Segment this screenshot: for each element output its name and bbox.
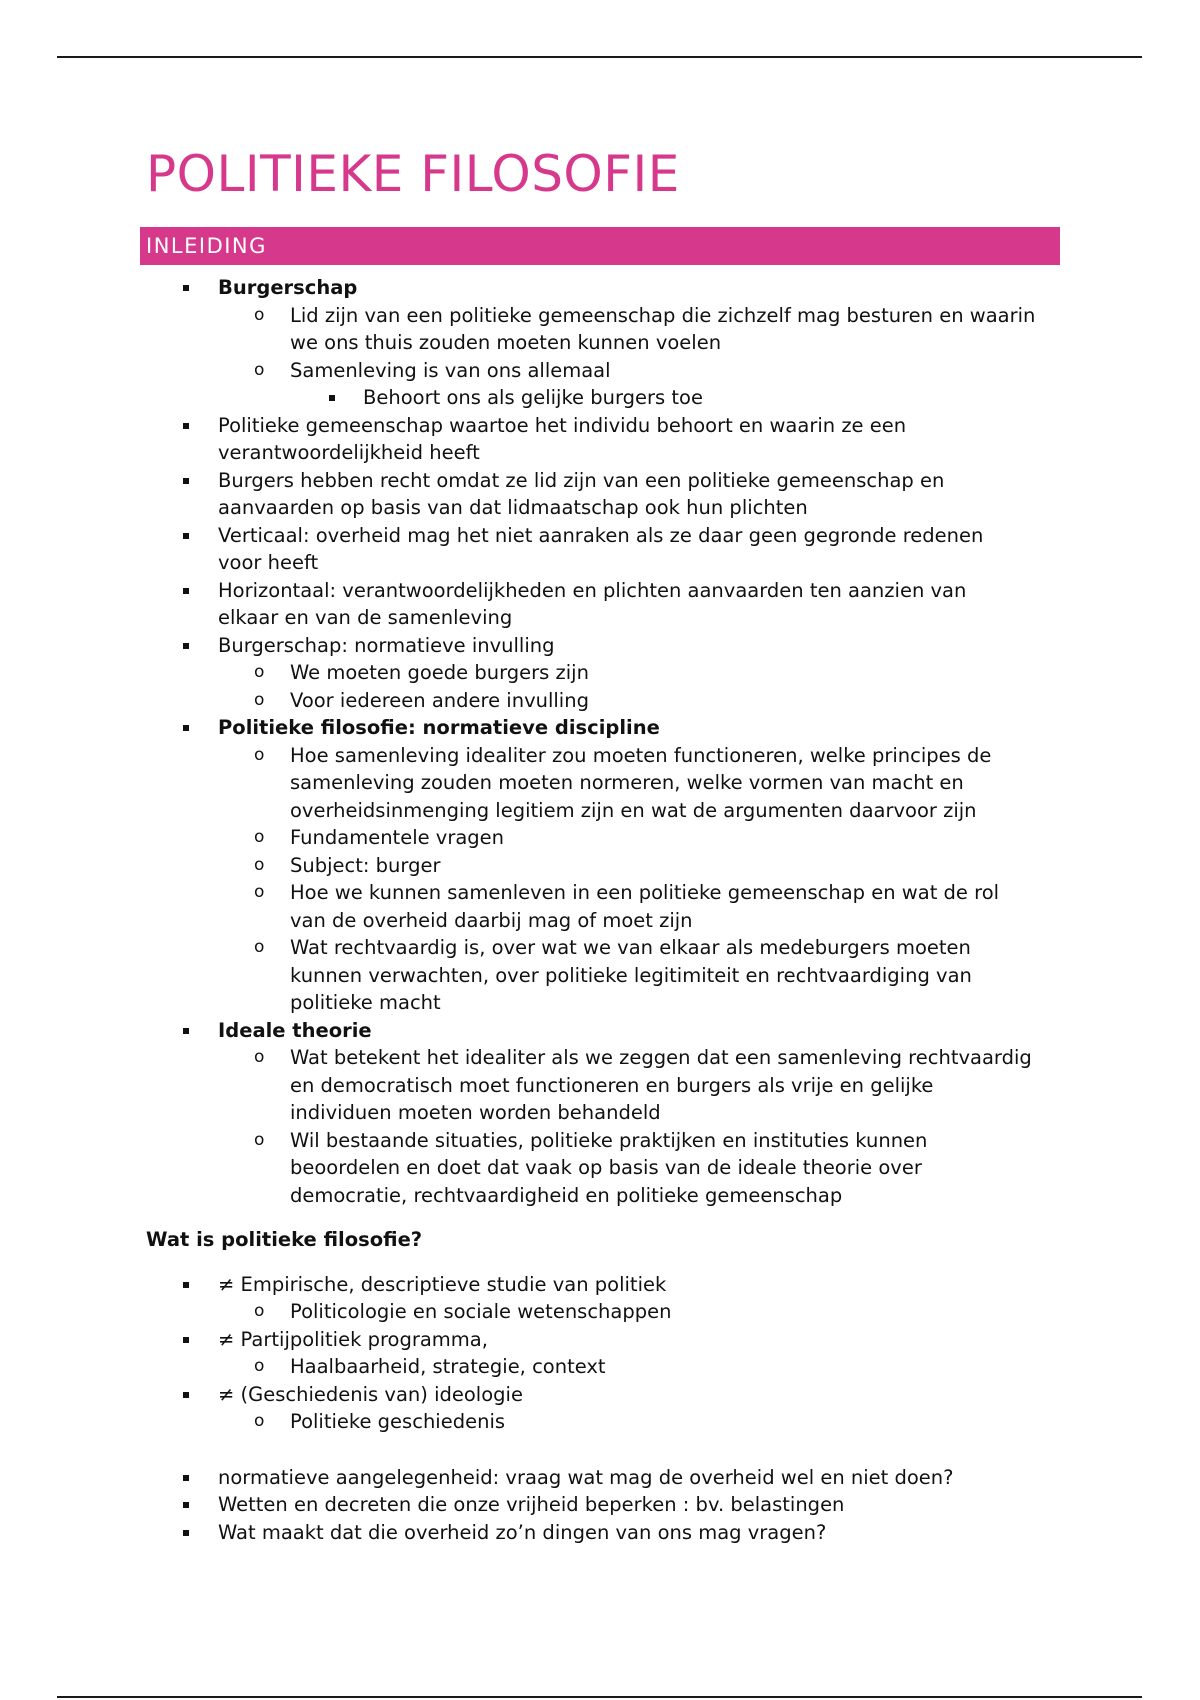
section-title: INLEIDING (146, 234, 267, 258)
list-item: o Hoe we kunnen samenleven in een politieke gemeenschap en wat de rol van de overheid daarbij mag of moet zijn (254, 881, 1000, 932)
list-item: Verticaal: overheid mag het niet aanraken als ze daar geen gegronde redenen voor heeft (218, 523, 984, 574)
subheading: Wat is politieke filosofie? (146, 1228, 423, 1251)
top-rule (57, 56, 1142, 58)
list-item: o Haalbaarheid, strategie, context (0, 1353, 1040, 1381)
list-item: Burgers hebben recht omdat ze lid zijn van een politieke gemeenschap en aanvaarden op basis van dat lidmaatschap ook hun plichten (218, 468, 945, 519)
section-band (140, 227, 1060, 265)
circle-bullet-icon: o (254, 1129, 265, 1150)
page-title: POLITIEKE FILOSOFIE (146, 145, 680, 203)
list-item: o Politicologie en sociale wetenschappen (0, 1298, 1040, 1326)
list-item: o Politieke geschiedenis (0, 1408, 1040, 1436)
list-item: o Hoe samenleving idealiter zou moeten functioneren, welke principes de samenleving zouden moeten normeren, welke vormen van macht en overheidsinmenging legitiem zijn en wat de argumenten daarvoor zijn (254, 743, 992, 822)
circle-bullet-icon: o (254, 359, 265, 380)
list-item: ≠ Empirische, descriptieve studie van politiek (218, 1272, 667, 1296)
circle-bullet-icon: o (254, 662, 265, 682)
list-item: Ideale theorie (218, 1018, 372, 1042)
circle-bullet-icon: o (254, 304, 265, 325)
list-item: Wetten en decreten die onze vrijheid beperken : bv. belastingen (218, 1493, 845, 1516)
list-item: o We moeten goede burgers zijn (0, 659, 1040, 687)
list-item: Burgerschap: normatieve invulling (218, 633, 555, 657)
circle-bullet-icon: o (254, 744, 265, 765)
document-body (0, 274, 1200, 1546)
list-item: Horizontaal: verantwoordelijkheden en plichten aanvaarden ten aanzien van elkaar en van de samenleving (218, 578, 967, 629)
bottom-rule (57, 1696, 1142, 1698)
list-item: Wat maakt dat die overheid zo’n dingen van ons mag vragen? (218, 1520, 827, 1544)
circle-bullet-icon: o (254, 882, 265, 902)
list-item: ≠ Partijpolitiek programma, (218, 1327, 488, 1351)
circle-bullet-icon: o (254, 1047, 265, 1067)
list-item: Politieke gemeenschap waartoe het individu behoort en waarin ze een verantwoordelijkheid heeft (218, 413, 907, 464)
list-item: Politieke filosofie: normatieve discipline (218, 716, 660, 739)
circle-bullet-icon: o (254, 689, 265, 710)
list-item: ≠ (Geschiedenis van) ideologie (218, 1382, 523, 1406)
list-item: o Voor iedereen andere invulling (0, 687, 1040, 715)
list-item: o Wat rechtvaardig is, over wat we van elkaar als medeburgers moeten kunnen verwachten, over politieke legitimiteit en rechtvaardiging van politieke macht (254, 936, 972, 1014)
list-item: o Lid zijn van een politieke gemeenschap die zichzelf mag besturen en waarin we ons thuis zouden moeten kunnen voelen (254, 303, 1036, 354)
list-item: o Wil bestaande situaties, politieke praktijken en instituties kunnen beoordelen en doet dat vaak op basis van de ideale theorie over democratie, rechtvaardigheid en politieke gemeenschap (254, 1128, 928, 1207)
circle-bullet-icon: o (254, 1411, 265, 1431)
list-item: o Samenleving is van ons allemaal (0, 357, 1040, 385)
circle-bullet-icon: o (254, 827, 265, 847)
list-item: o Fundamentele vragen (0, 824, 1040, 852)
list-item: o Wat betekent het idealiter als we zeggen dat een samenleving rechtvaardig en democratisch moet functioneren en burgers als vrije en gelijke individuen moeten worden behandeld (254, 1046, 1032, 1124)
list-item: Behoort ons als gelijke burgers toe (363, 386, 703, 409)
circle-bullet-icon: o (254, 1356, 265, 1376)
circle-bullet-icon: o (254, 1301, 265, 1321)
circle-bullet-icon: o (254, 854, 265, 875)
list-item: normatieve aangelegenheid: vraag wat mag de overheid wel en niet doen? (218, 1465, 954, 1489)
list-item: Burgerschap (218, 276, 358, 299)
list-item: o Subject: burger (0, 852, 1040, 880)
circle-bullet-icon: o (254, 937, 265, 957)
spacer (0, 1436, 1200, 1464)
